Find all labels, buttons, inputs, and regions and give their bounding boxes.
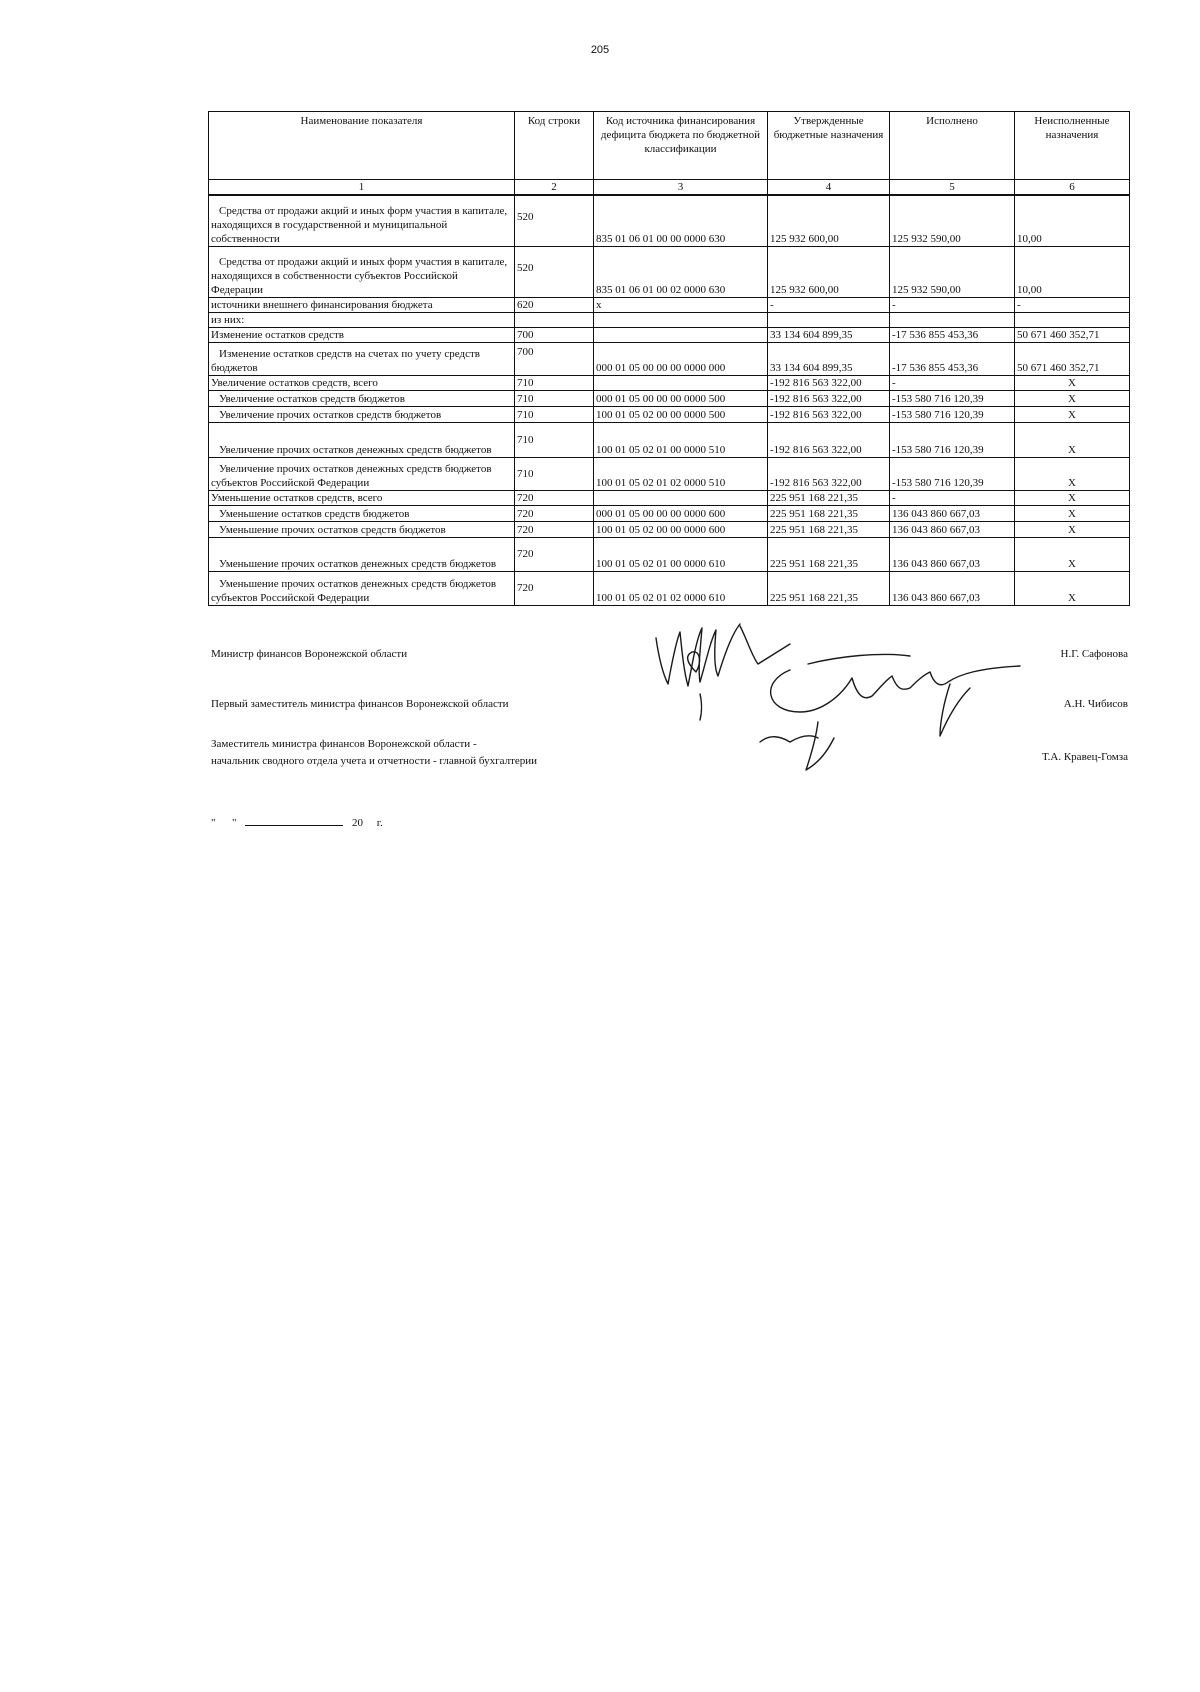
sources-of-financing-table (208, 111, 1130, 606)
row-line-code (515, 312, 594, 327)
date-quote-open: " (211, 817, 216, 829)
row-line-code: 710 (515, 390, 594, 406)
row-name: Изменение остатков средств (209, 327, 515, 342)
row-name: Уменьшение остатков средств, всего (209, 490, 515, 505)
row-source-code (594, 490, 768, 505)
column-number: 4 (768, 180, 890, 196)
date-year-suffix: г. (376, 817, 383, 829)
row-unexecuted: 50 671 460 352,71 (1015, 342, 1130, 375)
row-source-code: 100 01 05 02 00 00 0000 500 (594, 406, 768, 422)
row-executed (890, 312, 1015, 327)
row-name: из них: (209, 312, 515, 327)
row-unexecuted: X (1015, 505, 1130, 521)
table-row (209, 521, 1130, 537)
row-executed: - (890, 297, 1015, 312)
row-source-code: 100 01 05 02 01 00 0000 510 (594, 422, 768, 457)
row-unexecuted: X (1015, 521, 1130, 537)
row-source-code (594, 375, 768, 390)
row-executed: -17 536 855 453,36 (890, 327, 1015, 342)
table-row (209, 327, 1130, 342)
row-source-code: 100 01 05 02 01 02 0000 510 (594, 457, 768, 490)
row-approved: 33 134 604 899,35 (768, 342, 890, 375)
signatory-title: Первый заместитель министра финансов Воронежской области (211, 698, 509, 710)
date-line (211, 817, 383, 829)
row-unexecuted: X (1015, 375, 1130, 390)
header-approved: Утвержденные бюджетные назначения (768, 112, 890, 180)
row-approved: 225 951 168 221,35 (768, 571, 890, 605)
signatory-title-line1: Заместитель министра финансов Воронежской области - (211, 738, 477, 750)
row-name: Средства от продажи акций и иных форм участия в капитале, находящихся в государственной и муниципальной собственности (209, 195, 515, 246)
row-name: Увеличение остатков средств, всего (209, 375, 515, 390)
row-unexecuted: 10,00 (1015, 195, 1130, 246)
row-source-code: 100 01 05 02 01 02 0000 610 (594, 571, 768, 605)
row-executed: -153 580 716 120,39 (890, 457, 1015, 490)
date-quote-close: " (232, 817, 237, 829)
row-name: Уменьшение прочих остатков денежных средств бюджетов (209, 537, 515, 571)
row-unexecuted (1015, 312, 1130, 327)
table-row (209, 537, 1130, 571)
row-name: Уменьшение остатков средств бюджетов (209, 505, 515, 521)
row-line-code: 720 (515, 505, 594, 521)
row-unexecuted: - (1015, 297, 1130, 312)
column-number: 1 (209, 180, 515, 196)
row-name: Средства от продажи акций и иных форм участия в капитале, находящихся в собственности субъектов Российской Федерации (209, 246, 515, 297)
row-unexecuted: X (1015, 422, 1130, 457)
table-row (209, 406, 1130, 422)
signatory-name: Т.А. Кравец-Гомза (1042, 751, 1128, 763)
row-executed: 136 043 860 667,03 (890, 521, 1015, 537)
row-approved: 225 951 168 221,35 (768, 521, 890, 537)
column-number: 2 (515, 180, 594, 196)
row-executed: 136 043 860 667,03 (890, 571, 1015, 605)
row-name: Увеличение остатков средств бюджетов (209, 390, 515, 406)
row-unexecuted: X (1015, 571, 1130, 605)
table-row (209, 422, 1130, 457)
row-line-code: 710 (515, 406, 594, 422)
row-name: Увеличение прочих остатков денежных средств бюджетов субъектов Российской Федерации (209, 457, 515, 490)
row-name: Уменьшение прочих остатков денежных средств бюджетов субъектов Российской Федерации (209, 571, 515, 605)
row-executed: 136 043 860 667,03 (890, 537, 1015, 571)
date-year-prefix: 20 (352, 817, 363, 829)
row-line-code: 520 (515, 195, 594, 246)
table-row (209, 505, 1130, 521)
row-line-code: 720 (515, 521, 594, 537)
table-row (209, 390, 1130, 406)
row-line-code: 700 (515, 342, 594, 375)
row-approved (768, 312, 890, 327)
row-source-code: 835 01 06 01 00 00 0000 630 (594, 195, 768, 246)
table-row (209, 312, 1130, 327)
row-line-code: 710 (515, 375, 594, 390)
row-executed: 125 932 590,00 (890, 246, 1015, 297)
row-executed: - (890, 375, 1015, 390)
handwritten-signatures (640, 612, 1060, 782)
row-approved: 33 134 604 899,35 (768, 327, 890, 342)
header-executed: Исполнено (890, 112, 1015, 180)
column-number: 6 (1015, 180, 1130, 196)
row-source-code: 000 01 05 00 00 00 0000 000 (594, 342, 768, 375)
row-name: источники внешнего финансирования бюджета (209, 297, 515, 312)
row-unexecuted: 50 671 460 352,71 (1015, 327, 1130, 342)
row-source-code: 835 01 06 01 00 02 0000 630 (594, 246, 768, 297)
column-number: 3 (594, 180, 768, 196)
row-approved: -192 816 563 322,00 (768, 457, 890, 490)
row-line-code: 710 (515, 457, 594, 490)
page-number: 205 (590, 44, 610, 56)
signatory-title: Министр финансов Воронежской области (211, 648, 408, 660)
row-approved: -192 816 563 322,00 (768, 406, 890, 422)
row-line-code: 620 (515, 297, 594, 312)
table-row (209, 490, 1130, 505)
row-unexecuted: X (1015, 537, 1130, 571)
row-source-code: 000 01 05 00 00 00 0000 500 (594, 390, 768, 406)
row-name: Увеличение прочих остатков средств бюджетов (209, 406, 515, 422)
header-unexecuted: Неисполненные назначения (1015, 112, 1130, 180)
row-source-code: 100 01 05 02 01 00 0000 610 (594, 537, 768, 571)
table-row (209, 246, 1130, 297)
row-executed: -153 580 716 120,39 (890, 390, 1015, 406)
row-executed: -153 580 716 120,39 (890, 406, 1015, 422)
row-approved: -192 816 563 322,00 (768, 422, 890, 457)
table-row (209, 571, 1130, 605)
row-source-code (594, 327, 768, 342)
signatory-name: Н.Г. Сафонова (1060, 648, 1128, 660)
column-number-row (209, 180, 1130, 196)
row-approved: - (768, 297, 890, 312)
row-approved: 125 932 600,00 (768, 195, 890, 246)
header-line-code: Код строки (515, 112, 594, 180)
row-approved: 225 951 168 221,35 (768, 505, 890, 521)
row-source-code (594, 312, 768, 327)
row-unexecuted: 10,00 (1015, 246, 1130, 297)
row-approved: -192 816 563 322,00 (768, 375, 890, 390)
table-row (209, 375, 1130, 390)
header-indicator-name: Наименование показателя (209, 112, 515, 180)
row-approved: 125 932 600,00 (768, 246, 890, 297)
row-approved: 225 951 168 221,35 (768, 490, 890, 505)
row-unexecuted: X (1015, 390, 1130, 406)
table-row (209, 342, 1130, 375)
table-row (209, 297, 1130, 312)
row-line-code: 720 (515, 490, 594, 505)
row-unexecuted: X (1015, 490, 1130, 505)
row-executed: 125 932 590,00 (890, 195, 1015, 246)
row-line-code: 520 (515, 246, 594, 297)
row-line-code: 700 (515, 327, 594, 342)
date-blank-line (245, 825, 343, 826)
row-executed: -17 536 855 453,36 (890, 342, 1015, 375)
row-line-code: 710 (515, 422, 594, 457)
row-unexecuted: X (1015, 457, 1130, 490)
row-source-code: x (594, 297, 768, 312)
column-number: 5 (890, 180, 1015, 196)
row-source-code: 100 01 05 02 00 00 0000 600 (594, 521, 768, 537)
signatory-title-line2: начальник сводного отдела учета и отчетности - главной бухгалтерии (211, 755, 538, 767)
row-name: Увеличение прочих остатков денежных средств бюджетов (209, 422, 515, 457)
row-executed: 136 043 860 667,03 (890, 505, 1015, 521)
row-name: Уменьшение прочих остатков средств бюджетов (209, 521, 515, 537)
table-row (209, 457, 1130, 490)
row-name: Изменение остатков средств на счетах по учету средств бюджетов (209, 342, 515, 375)
row-unexecuted: X (1015, 406, 1130, 422)
header-source-code: Код источника финансирования дефицита бюджета по бюджетной классификации (594, 112, 768, 180)
row-approved: 225 951 168 221,35 (768, 537, 890, 571)
row-line-code: 720 (515, 537, 594, 571)
row-executed: - (890, 490, 1015, 505)
row-line-code: 720 (515, 571, 594, 605)
row-source-code: 000 01 05 00 00 00 0000 600 (594, 505, 768, 521)
signatory-name: А.Н. Чибисов (1063, 698, 1128, 710)
table-row (209, 195, 1130, 246)
row-executed: -153 580 716 120,39 (890, 422, 1015, 457)
row-approved: -192 816 563 322,00 (768, 390, 890, 406)
